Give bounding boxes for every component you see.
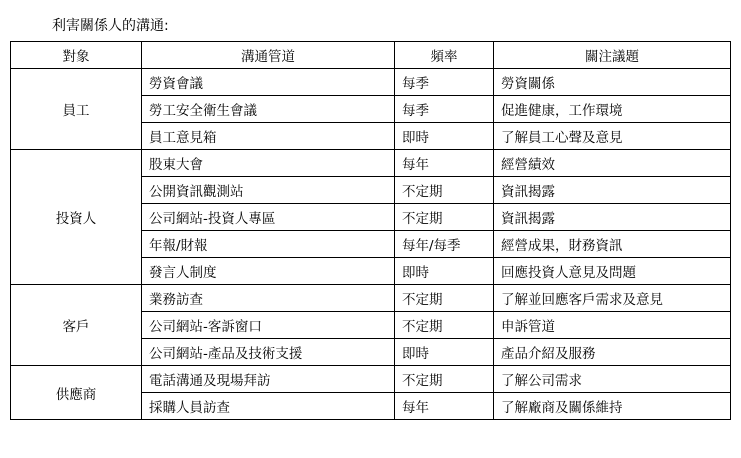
stakeholder-group-cell: 客戶: [11, 285, 142, 366]
frequency-cell: 不定期: [395, 285, 494, 312]
header-frequency: 頻率: [395, 42, 494, 69]
channel-cell: 股東大會: [142, 150, 395, 177]
channel-cell: 員工意見箱: [142, 123, 395, 150]
topic-cell: 資訊揭露: [494, 204, 731, 231]
topic-cell: 了解公司需求: [494, 366, 731, 393]
topic-cell: 資訊揭露: [494, 177, 731, 204]
channel-cell: 年報/財報: [142, 231, 395, 258]
topic-cell: 經營績效: [494, 150, 731, 177]
channel-cell: 電話溝通及現場拜訪: [142, 366, 395, 393]
frequency-cell: 每年: [395, 150, 494, 177]
table-row: [11, 69, 731, 96]
channel-cell: 採購人員訪查: [142, 393, 395, 420]
section-title: 利害關係人的溝通:: [52, 18, 169, 34]
channel-cell: 勞工安全衛生會議: [142, 96, 395, 123]
table-row: [11, 150, 731, 177]
stakeholder-group-cell: 員工: [11, 69, 142, 150]
frequency-cell: 不定期: [395, 204, 494, 231]
table-row: [11, 285, 731, 312]
frequency-cell: 每年/每季: [395, 231, 494, 258]
table-header-row: [11, 42, 731, 69]
topic-cell: 申訴管道: [494, 312, 731, 339]
stakeholder-group-cell: 供應商: [11, 366, 142, 420]
topic-cell: 促進健康，工作環境: [494, 96, 731, 123]
table-row: [11, 366, 731, 393]
topic-cell: 回應投資人意見及問題: [494, 258, 731, 285]
frequency-cell: 不定期: [395, 177, 494, 204]
header-channel: 溝通管道: [142, 42, 395, 69]
frequency-cell: 每季: [395, 96, 494, 123]
stakeholder-communication-table: [10, 41, 731, 420]
frequency-cell: 不定期: [395, 366, 494, 393]
frequency-cell: 每季: [395, 69, 494, 96]
stakeholder-group-cell: 投資人: [11, 150, 142, 285]
topic-cell: 了解員工心聲及意見: [494, 123, 731, 150]
channel-cell: 公司網站-客訴窗口: [142, 312, 395, 339]
channel-cell: 公司網站-產品及技術支援: [142, 339, 395, 366]
topic-cell: 了解並回應客戶需求及意見: [494, 285, 731, 312]
topic-cell: 產品介紹及服務: [494, 339, 731, 366]
frequency-cell: 即時: [395, 339, 494, 366]
channel-cell: 發言人制度: [142, 258, 395, 285]
frequency-cell: 即時: [395, 258, 494, 285]
channel-cell: 公開資訊觀測站: [142, 177, 395, 204]
channel-cell: 業務訪查: [142, 285, 395, 312]
frequency-cell: 即時: [395, 123, 494, 150]
channel-cell: 勞資會議: [142, 69, 395, 96]
topic-cell: 勞資關係: [494, 69, 731, 96]
header-topic: 關注議題: [494, 42, 731, 69]
header-stakeholder: 對象: [11, 42, 142, 69]
topic-cell: 經營成果，財務資訊: [494, 231, 731, 258]
channel-cell: 公司網站-投資人專區: [142, 204, 395, 231]
topic-cell: 了解廠商及關係維持: [494, 393, 731, 420]
frequency-cell: 不定期: [395, 312, 494, 339]
frequency-cell: 每年: [395, 393, 494, 420]
